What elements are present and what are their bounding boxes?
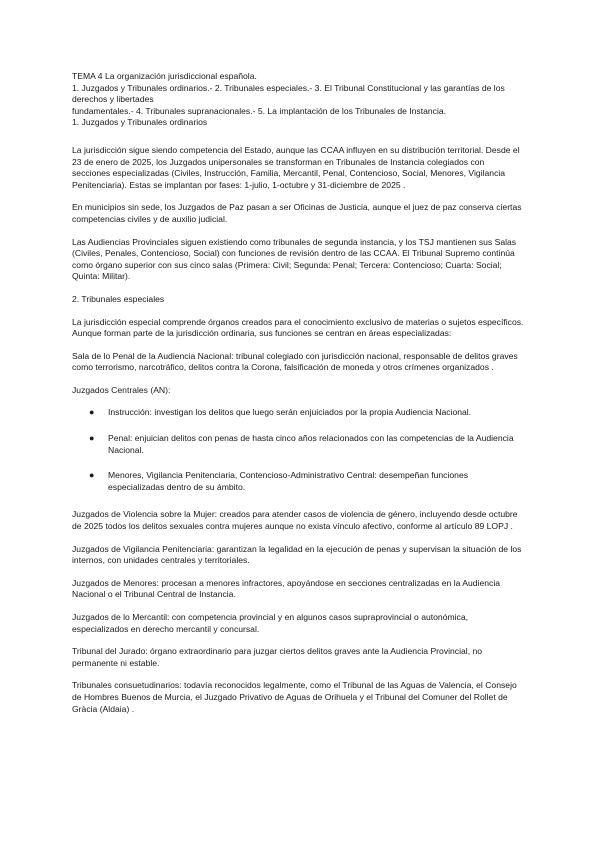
- toc-line-2: fundamentales.- 4. Tribunales supranacionales.- 5. La implantación de los Tribunales de Instancia.: [72, 105, 447, 116]
- juzgados-centrales-title: Juzgados Centrales (AN):: [72, 384, 171, 395]
- paragraph-menores: Juzgados de Menores: procesan a menores infractores, apoyándose en secciones centralizadas en la Audiencia Nacional o el Tribunal Central de Instancia.: [72, 577, 501, 600]
- bullet-icon: ●: [89, 407, 95, 418]
- document-body: [72, 71, 524, 715]
- paragraph-vigilancia: Juzgados de Vigilancia Penitenciaria: garantizan la legalidad en la ejecución de penas y supervisan la situación de los internos, con unidades centrales y territoriales.: [72, 543, 522, 566]
- paragraph-consuetudinarios: Tribunales consuetudinarios: todavía reconocidos legalmente, como el Tribunal de las Aguas de Valencia, el Consejo de Hombres Buenos de Murcia, el Juzgado Privativo de Aguas de Orihuela y el Tribunal del Comuner del Rollet de Gràcia (Aldaia) .: [72, 680, 517, 714]
- paragraph-mercantil: Juzgados de lo Mercantil: con competencia provincial y en algunos casos supraprovincial o autonómica, especializados en derecho mercantil y concursal.: [72, 612, 469, 634]
- list-item: [72, 433, 524, 456]
- paragraph-jurado: Tribunal del Jurado: órgano extraordinario para juzgar ciertos delitos graves ante la Audiencia Provincial, no permanente ni estable.: [72, 646, 483, 668]
- list-item-text: Menores, Vigilancia Penitenciaria, Contencioso-Administrativo Central: desempeñan funciones especializadas dentro de su ámbito.: [108, 470, 469, 492]
- paragraph-audiencias: Las Audiencias Provinciales siguen existiendo como tribunales de segunda instancia, y los TSJ mantienen sus Salas (Civiles, Penales, Contencioso, Social) con funciones de revisión dentro de las CCAA. El Tribunal Supremo continúa como órgano superior con sus cinco salas (Primera: Civil; Segunda: Penal; Tercera: Contencioso; Cuarta: Social; Quinta: Militar).: [72, 236, 517, 282]
- list-item-text: Penal: enjuician delitos con penas de hasta cinco años relacionados con las competencias de la Audiencia Nacional.: [108, 433, 514, 455]
- paragraph-intro-especial: La jurisdicción especial comprende órganos creados para el conocimiento exclusivo de materias o sujetos específicos. Aunque forman parte de la jurisdicción ordinaria, sus funciones se centran en áreas especializadas:: [72, 316, 524, 339]
- section-2-heading: 2. Tribunales especiales: [72, 293, 165, 304]
- list-item: [72, 407, 524, 419]
- paragraph-juzgados-paz: En municipios sin sede, los Juzgados de Paz pasan a ser Oficinas de Justicia, aunque el juez de paz conserva ciertas competencias civiles y de auxilio judicial.: [72, 202, 522, 224]
- bullet-icon: ●: [89, 470, 95, 481]
- paragraph-sala-penal: Sala de lo Penal de la Audiencia Nacional: tribunal colegiado con jurisdicción nacional, responsable de delitos graves como terrorismo, narcotráfico, delitos contra la Corona, falsificación de moneda y otros crímenes organizados .: [72, 350, 518, 373]
- paragraph-jurisdiccion: La jurisdicción sigue siendo competencia del Estado, aunque las CCAA influyen en su distribución territorial. Desde el 23 de enero de 2025, los Juzgados unipersonales se transforman en Tribunales de Instancia colegiados con secciones especializadas (Civiles, Instrucción, Familia, Mercantil, Penal, Contencioso, Social, Menores, Vigilancia Penitenciaria). Estas se implantan por fases: 1-julio, 1-octubre y 31-diciembre de 2025 .: [72, 144, 520, 190]
- bullet-icon: ●: [89, 433, 95, 444]
- section-1-heading: 1. Juzgados y Tribunales ordinarios: [72, 117, 208, 128]
- paragraph-violencia: Juzgados de Violencia sobre la Mujer: creados para atender casos de violencia de género, incluyendo desde octubre de 2025 todos los delitos sexuales contra mujeres aunque no exista vínculo afectivo, conforme al artículo 89 LOPJ .: [72, 509, 518, 532]
- toc-line-1: 1. Juzgados y Tribunales ordinarios.- 2. Tribunales especiales.- 3. El Tribunal Constitucional y las garantías de los derechos y libertades: [72, 82, 505, 105]
- list-item: [72, 470, 524, 493]
- doc-title: TEMA 4 La organización jurisdiccional española.: [72, 71, 257, 81]
- list-item-text: Instrucción: investigan los delitos que luego serán enjuiciados por la propia Audiencia Nacional.: [108, 407, 472, 418]
- juzgados-centrales-list: [72, 407, 524, 493]
